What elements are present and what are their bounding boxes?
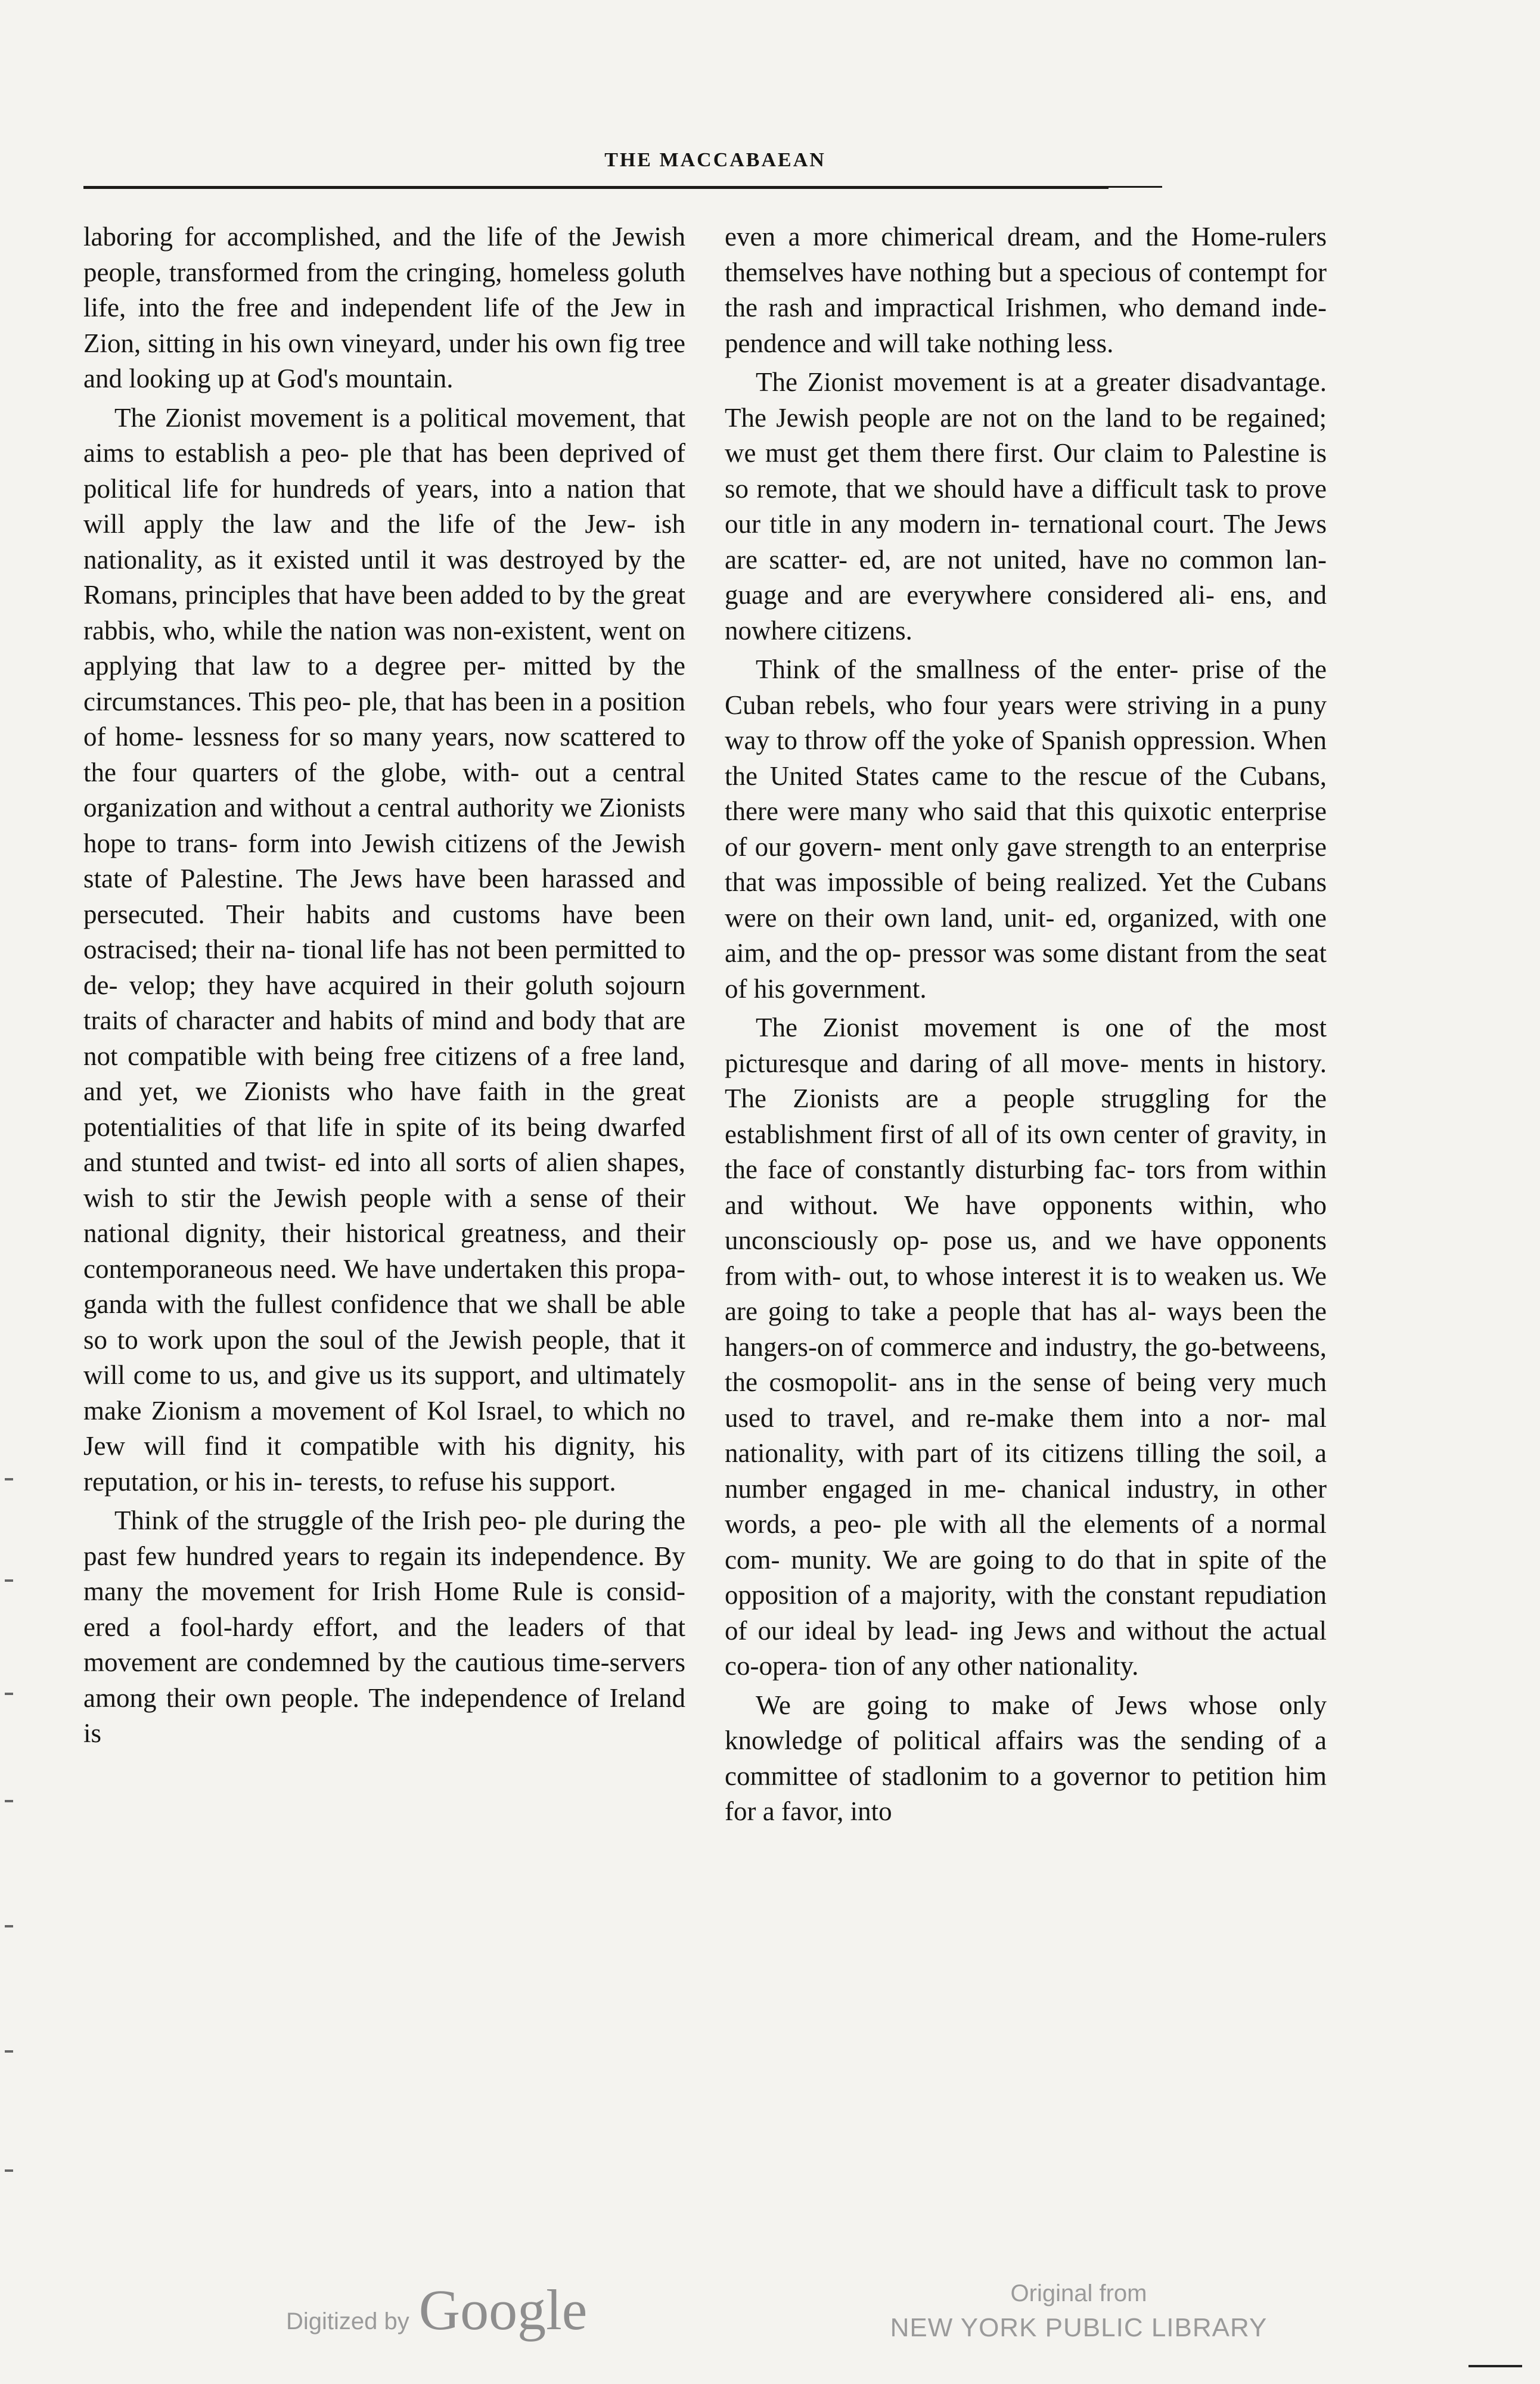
paragraph: Think of the smallness of the enter- prise of the Cuban rebels, who four years were striving in a puny way to throw off the yoke of Spanish oppression. When the United States came to the rescue of the Cubans, there were many who said that this quixotic enterprise of our govern- ment only gave strength to an enterprise that was impossible of being realized. Yet the Cubans were on their own land, unit- ed, organized, with one aim, and the op- pressor was some distant from the seat of his government. — [725, 654, 1327, 1004]
original-from-label: Original from — [1010, 2280, 1147, 2307]
speck — [5, 2050, 13, 2053]
google-logo: Google — [418, 2278, 588, 2342]
right-column — [725, 219, 1327, 1833]
speck — [5, 1693, 13, 1695]
library-name: NEW YORK PUBLIC LIBRARY — [890, 2313, 1268, 2342]
paragraph: We are going to make of Jews whose only knowledge of political affairs was the sending of a committee of stadlonim to a governor to petition him for a favor, into — [725, 1690, 1327, 1826]
paragraph: even a more chimerical dream, and the Home-rulers themselves have nothing but a specious of contempt for the rash and impractical Irishmen, who demand inde- pendence and will take nothing less. — [725, 222, 1327, 358]
speck — [5, 1478, 13, 1480]
speck — [5, 1579, 13, 1582]
paragraph: Think of the struggle of the Irish peo- ple during the past few hundred years to regain its independence. By many the movement for Irish Home Rule is consid- ered a fool-hardy effort, and the leaders of that movement are condemned by the cautious time-servers among their own people. The independence of Ireland is — [83, 1505, 685, 1748]
left-column — [83, 219, 685, 1755]
digitized-by-footer — [286, 2277, 587, 2342]
paragraph: The Zionist movement is one of the most picturesque and daring of all move- ments in history. The Zionists are a people struggling for the establishment first of all of its own center of gravity, in the face of constantly disturbing fac- tors from within and without. We have opponents within, who unconsciously op- pose us, and we have opponents from with- out, to whose interest it is to weaken us. We are going to take a people that has al- ways been the hangers-on of commerce and industry, the go-betweens, the cosmopolit- ans in the sense of being very much used to travel, and re-make them into a nor- mal nationality, with part of its citizens tilling the soil, a number engaged in me- chanical industry, in other words, a peo- ple with all the elements of a normal com- munity. We are going to do that in spite of the opposition of a majority, with the constant repudiation of our ideal by lead- ing Jews and without the actual co-opera- tion of any other nationality. — [725, 1013, 1327, 1681]
header-rule-tail — [1097, 186, 1162, 188]
speck — [5, 1800, 13, 1802]
original-from-footer — [888, 2277, 1269, 2346]
header-rule — [83, 186, 1109, 189]
digitized-by-label: Digitized by — [286, 2308, 409, 2335]
paragraph: The Zionist movement is at a greater disadvantage. The Jewish people are not on the land to be regained; we must get them there first. Our claim to Palestine is so remote, that we should have a difficult task to prove our title in any modern in- ternational court. The Jews are scatter- ed, are not united, have no common lan- guage and are everywhere considered ali- ens, and nowhere citizens. — [725, 367, 1327, 645]
margin-scan-specks — [0, 1430, 24, 2265]
paragraph: laboring for accomplished, and the life of the Jewish people, transformed from the cringing, homeless goluth life, into the free and independent life of the Jew in Zion, sitting in his own vineyard, under his own fig tree and looking up at God's mountain. — [83, 222, 685, 393]
running-header: THE MACCABAEAN — [604, 149, 826, 171]
speck — [5, 2169, 13, 2172]
paragraph: The Zionist movement is a political movement, that aims to establish a peo- ple that has been deprived of political life for hundreds of years, into a nation that will apply the law and the life of the Jew- ish nationality, as it existed until it was destroyed by the Romans, principles that have been added to by the great rabbis, who, while the nation was non-existent, went on applying that law to a degree per- mitted by the circumstances. This peo- ple, that has been in a position of home- lessness for so many years, now scattered to the four quarters of the globe, with- out a central organization and without a central authority we Zionists hope to trans- form into Jewish citizens of the Jewish state of Palestine. The Jews have been harassed and persecuted. Their habits and customs have been ostracised; their na- tional life has not been permitted to de- velop; they have acquired in their goluth sojourn traits of character and habits of mind and body that are not compatible with being free citizens of a free land, and yet, we Zionists who have faith in the great potentialities of that life in spite of its being dwarfed and stunted and twist- ed into all sorts of alien shapes, wish to stir the Jewish people with a sense of their national dignity, their historical greatness, and their contemporaneous need. We have undertaken this propa- ganda with the fullest confidence that we shall be able so to work upon the soul of the Jewish people, that it will come to us, and give us its support, and ultimately make Zionism a movement of Kol Israel, to which no Jew will find it compatible with his dignity, his reputation, or his in- terests, to refuse his support. — [83, 402, 685, 1497]
page-edge-mark — [1468, 2365, 1522, 2367]
speck — [5, 1925, 13, 1927]
